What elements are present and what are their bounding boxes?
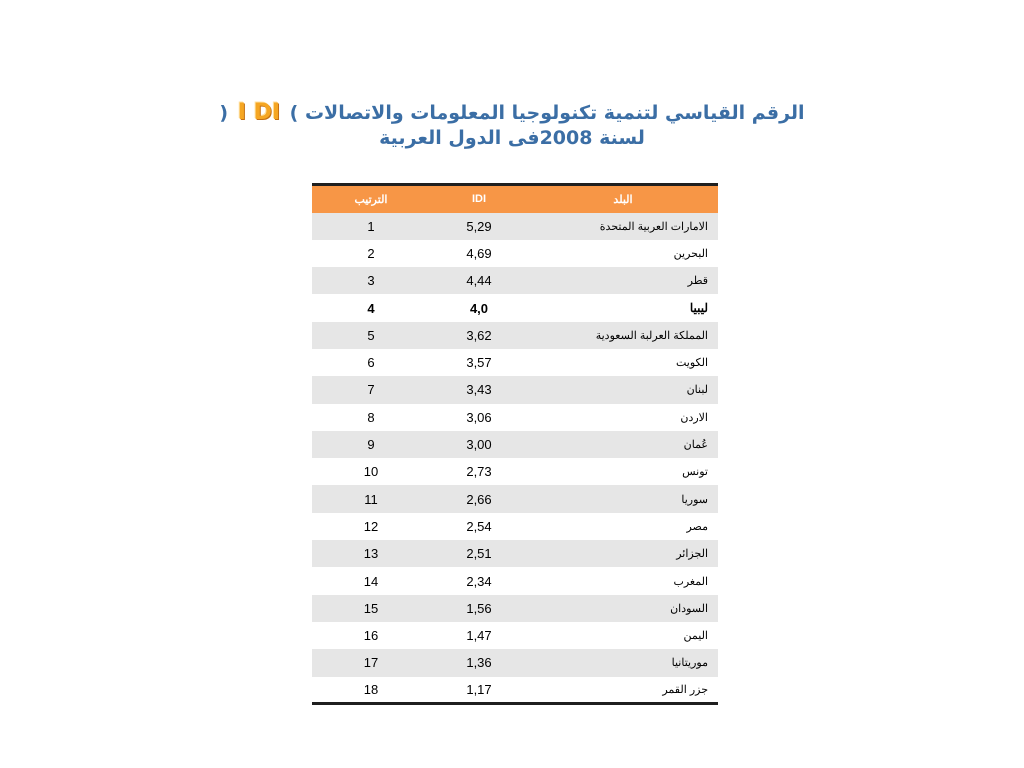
- idi-cell: 3,00: [466, 437, 492, 453]
- table-row: [312, 485, 718, 512]
- title-paren-close: ): [219, 102, 229, 124]
- country-cell: المملكة العرلبة السعودية: [595, 329, 708, 342]
- table-row: [312, 267, 718, 294]
- idi-cell: 4,69: [466, 245, 492, 261]
- rank-cell: 10: [363, 464, 379, 480]
- idi-cell: 2,73: [466, 464, 492, 480]
- header-rank: الترتيب: [354, 193, 388, 206]
- idi-cell: 2,51: [466, 546, 492, 562]
- idi-cell: 2,34: [466, 573, 492, 589]
- country-cell: اليمن: [683, 630, 708, 643]
- country-cell: الجزائر: [676, 548, 708, 561]
- rank-cell: 17: [363, 655, 379, 671]
- country-cell: السودان: [670, 602, 708, 615]
- rank-cell: 15: [363, 600, 379, 616]
- country-cell: الامارات العربية المتحدة: [599, 220, 708, 233]
- rank-cell: 11: [364, 491, 378, 507]
- title-text: ( الرقم القياسي لتنمية تكنولوجيا المعلومات والاتصالات: [289, 102, 805, 124]
- idi-cell: 3,62: [466, 327, 492, 343]
- table-row: [312, 294, 718, 321]
- rank-cell: 1: [367, 218, 375, 234]
- idi-cell: 1,47: [466, 628, 492, 644]
- idi-cell: 1,17: [466, 681, 492, 697]
- table-row: [312, 404, 718, 431]
- table-row: [312, 431, 718, 458]
- idi-cell: 4,44: [466, 273, 492, 289]
- rank-cell: 6: [367, 355, 375, 371]
- country-cell: المغرب: [673, 575, 708, 588]
- table-row: [312, 649, 718, 676]
- country-cell: قطر: [687, 275, 708, 288]
- table-row: [312, 213, 718, 240]
- rank-cell: 2: [367, 245, 375, 261]
- idi-badge: I DI: [237, 100, 281, 125]
- idi-cell: 2,66: [466, 491, 492, 507]
- table-body: [312, 213, 718, 704]
- title-line-1: [0, 100, 1024, 126]
- table-row: [312, 622, 718, 649]
- country-cell: ليبيا: [689, 301, 708, 316]
- country-cell: الاردن: [680, 411, 708, 424]
- rank-cell: 9: [367, 437, 375, 453]
- rank-cell: 7: [367, 382, 375, 398]
- table-row: [312, 595, 718, 622]
- table-row: [312, 349, 718, 376]
- country-cell: عُمان: [683, 439, 708, 452]
- country-cell: تونس: [682, 466, 708, 479]
- rank-cell: 18: [363, 681, 379, 697]
- rank-cell: 3: [367, 273, 375, 289]
- table-row: [312, 540, 718, 567]
- idi-cell: 2,54: [466, 518, 492, 534]
- rank-cell: 14: [363, 573, 379, 589]
- rank-cell: 16: [363, 628, 379, 644]
- header-country: البلد: [613, 193, 633, 206]
- idi-cell: 3,57: [466, 355, 492, 371]
- table-row: [312, 567, 718, 594]
- slide-title: [0, 100, 1024, 151]
- table-row: [312, 513, 718, 540]
- title-line-2: لسنة 2008فى الدول العربية: [379, 127, 645, 149]
- country-cell: موريتانيا: [671, 657, 708, 670]
- country-cell: الكويت: [675, 357, 708, 370]
- table-row: [312, 677, 718, 704]
- table-row: [312, 458, 718, 485]
- table-row: [312, 376, 718, 403]
- rank-cell: 8: [367, 409, 375, 425]
- country-cell: البحرين: [673, 247, 708, 260]
- table-header-row: [312, 185, 718, 213]
- idi-cell: 3,43: [466, 382, 492, 398]
- rank-cell: 12: [363, 518, 379, 534]
- header-idi: IDI: [471, 193, 487, 206]
- country-cell: سوريا: [681, 493, 708, 506]
- idi-cell: 3,06: [466, 409, 492, 425]
- idi-ranking-table: [312, 183, 718, 705]
- idi-cell: 5,29: [466, 218, 492, 234]
- idi-cell: 4,0: [469, 300, 489, 316]
- country-cell: لبنان: [686, 384, 708, 397]
- idi-cell: 1,56: [466, 600, 492, 616]
- table-row: [312, 322, 718, 349]
- rank-cell: 4: [367, 300, 375, 316]
- rank-cell: 5: [367, 327, 375, 343]
- country-cell: جزر القمر: [662, 683, 708, 696]
- rank-cell: 13: [363, 546, 379, 562]
- table-row: [312, 240, 718, 267]
- idi-cell: 1,36: [466, 655, 492, 671]
- country-cell: مصر: [686, 520, 708, 533]
